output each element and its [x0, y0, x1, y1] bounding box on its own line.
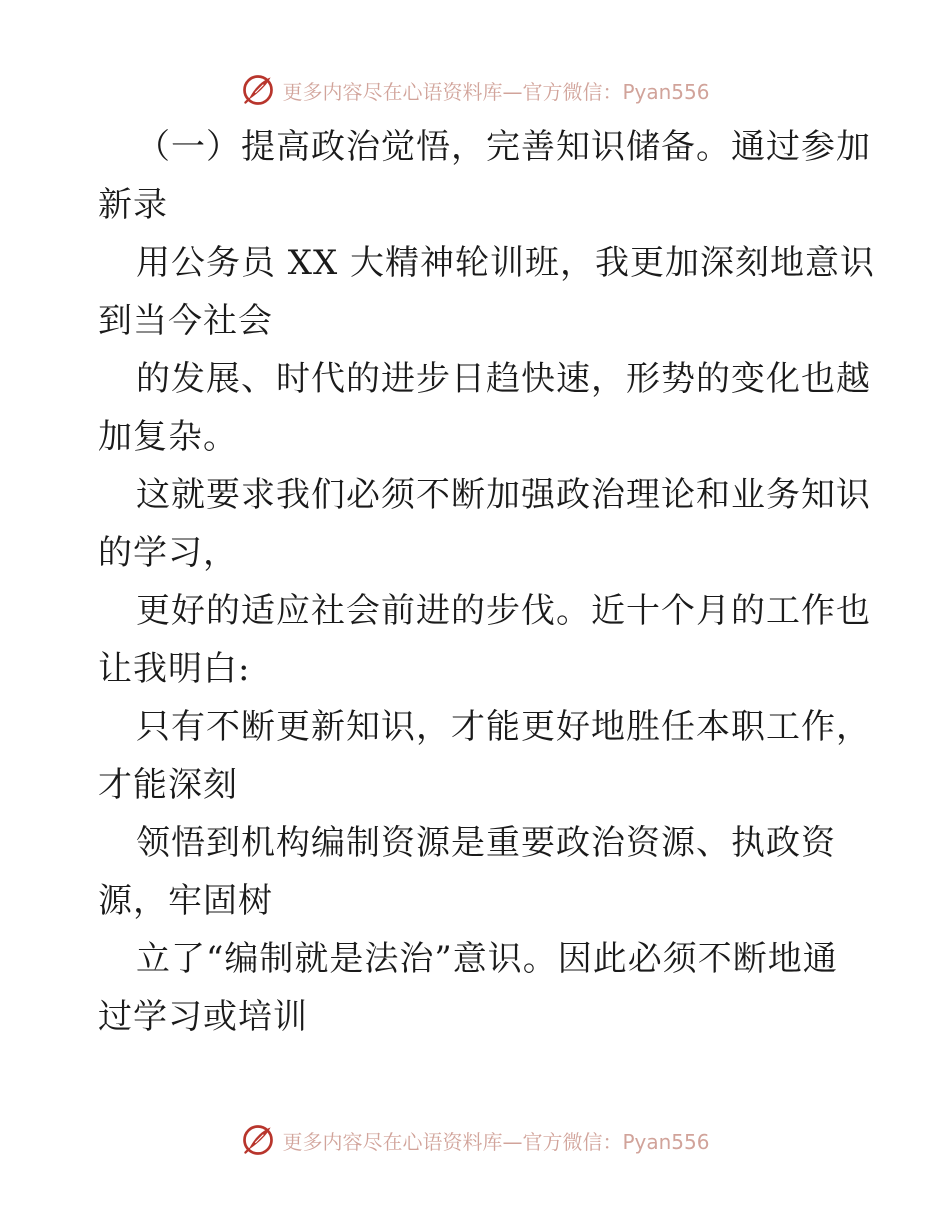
text-line: 的发展、时代的进步日趋快速，形势的变化也越 — [136, 359, 871, 399]
text-line: 加复杂。 — [98, 417, 238, 457]
text-line: 领悟到机构编制资源是重要政治资源、执政资 — [136, 823, 836, 863]
text-line: （一）提高政治觉悟，完善知识储备。通过参加 — [136, 127, 871, 167]
text-line: 到当今社会 — [98, 301, 273, 341]
text-line: 源，牢固树 — [98, 881, 273, 921]
text-line: 才能深刻 — [98, 765, 238, 805]
footer-watermark-text: 更多内容尽在心语资料库—官方微信：Pyan556 — [282, 1129, 710, 1154]
text-line: 立了“编制就是法治”意识。因此必须不断地通 — [136, 939, 838, 979]
header-watermark-text: 更多内容尽在心语资料库—官方微信：Pyan556 — [282, 79, 710, 104]
header-watermark-banner — [0, 72, 950, 108]
footer-watermark-banner — [0, 1122, 950, 1158]
text-line: 更好的适应社会前进的步伐。近十个月的工作也 — [136, 591, 871, 631]
text-line: 只有不断更新知识，才能更好地胜任本职工作， — [136, 707, 871, 747]
text-line: 新录 — [98, 185, 168, 225]
feather-pen-logo-icon — [240, 1122, 276, 1158]
document-body — [98, 118, 876, 1046]
feather-pen-logo-icon — [240, 72, 276, 108]
text-line: 过学习或培训 — [98, 997, 308, 1037]
text-line: 这就要求我们必须不断加强政治理论和业务知识 — [136, 475, 871, 515]
text-line: 用公务员 XX 大精神轮训班，我更加深刻地意识 — [136, 243, 876, 283]
text-line: 让我明白: — [98, 649, 251, 689]
text-line: 的学习， — [98, 533, 238, 573]
